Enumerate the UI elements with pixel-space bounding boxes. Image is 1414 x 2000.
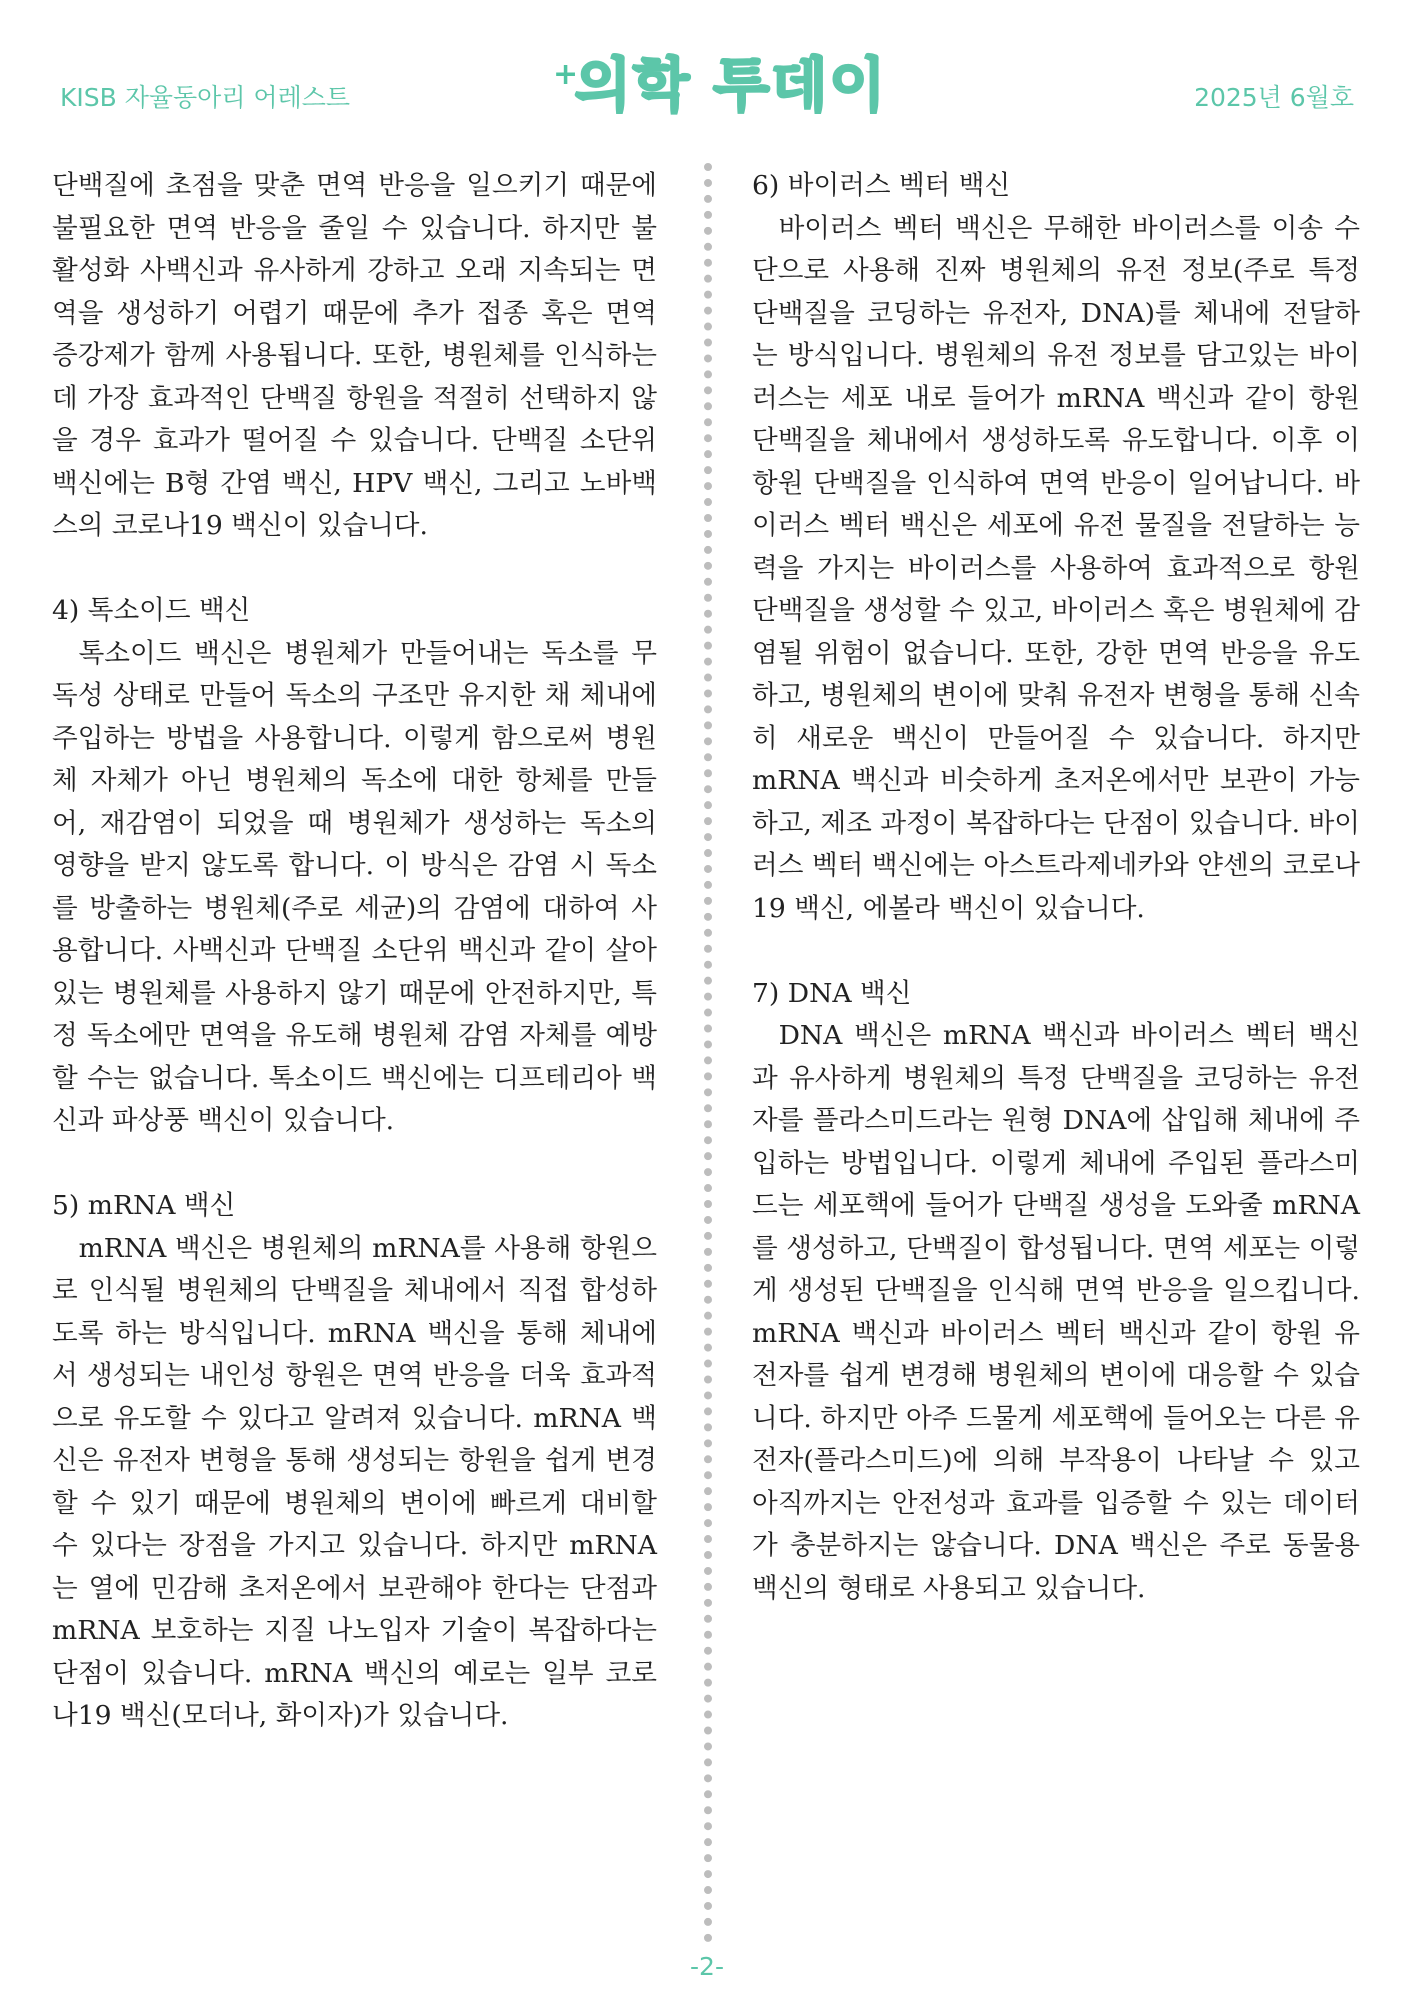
section-heading-dna: 7) DNA 백신 [752,977,912,1009]
paragraph-gap [52,1143,657,1186]
section-heading-toxoid: 4) 톡소이드 백신 [52,595,251,626]
magazine-title: 의학 투데이 [575,51,888,119]
left-column [52,165,657,1738]
section-heading-viral-vector: 6) 바이러스 벡터 백신 [752,170,1011,201]
club-name: KISB 자율동아리 어레스트 [60,83,351,112]
issue-date: 2025년 6월호 [1194,83,1354,112]
section-body-toxoid: 톡소이드 백신은 병원체가 만들어내는 독소를 무독성 상태로 만들어 독소의 구조만 유지한 채 체내에 주입하는 방법을 사용합니다. 이렇게 함으로써 병원체 자체가 아닌 병원체의 독소에 대한 항체를 만들어, 재감염이 되었을 때 병원체가 생성하는 독소의 영향을 받지 않도록 합니다. 이 방식은 감염 시 독소를 방출하는 병원체(주로 세균)의 감염에 대하여 사용합니다. 사백신과 단백질 소단위 백신과 같이 살아있는 병원체를 사용하지 않기 때문에 안전하지만, 특정 독소에만 면역을 유도해 병원체 감염 자체를 예방할 수는 없습니다. 톡소이드 백신에는 디프테리아 백신과 파상풍 백신이 있습니다. [52,637,657,1136]
section-body-dna: DNA 백신은 mRNA 백신과 바이러스 벡터 백신과 유사하게 병원체의 특정 단백질을 코딩하는 유전자를 플라스미드라는 원형 DNA에 삽입해 체내에 주입하는 방법입니다. 이렇게 체내에 주입된 플라스미드는 세포핵에 들어가 단백질 생성을 도와줄 mRNA를 생성하고, 단백질이 합성됩니다. 면역 세포는 이렇게 생성된 단백질을 인식해 면역 반응을 일으킵니다. mRNA 백신과 바이러스 벡터 백신과 같이 항원 유전자를 쉽게 변경해 병원체의 변이에 대응할 수 있습니다. 하지만 아주 드물게 세포핵에 들어오는 다른 유전자(플라스미드)에 의해 부작용이 나타날 수 있고 아직까지는 안전성과 효과를 입증할 수 있는 데이터가 충분하지는 않습니다. DNA 백신은 주로 동물용 백신의 형태로 사용되고 있습니다. [752,1020,1360,1604]
section-body-mrna: mRNA 백신은 병원체의 mRNA를 사용해 항원으로 인식될 병원체의 단백질을 체내에서 직접 합성하도록 하는 방식입니다. mRNA 백신을 통해 체내에서 생성되는 내인성 항원은 면역 반응을 더욱 효과적으로 유도할 수 있다고 알려져 있습니다. mRNA 백신은 유전자 변형을 통해 생성되는 항원을 쉽게 변경할 수 있기 때문에 병원체의 변이에 빠르게 대비할 수 있다는 장점을 가지고 있습니다. 하지만 mRNA는 열에 민감해 초저온에서 보관해야 한다는 단점과 mRNA 보호하는 지질 나노입자 기술이 복잡하다는 단점이 있습니다. mRNA 백신의 예로는 일부 코로나19 백신(모더나, 화이자)가 있습니다. [52,1232,657,1731]
continued-paragraph: 단백질에 초점을 맞춘 면역 반응을 일으키기 때문에 불필요한 면역 반응을 줄일 수 있습니다. 하지만 불활성화 사백신과 유사하게 강하고 오래 지속되는 면역을 생성하기 어렵기 때문에 추가 접종 혹은 면역 증강제가 함께 사용됩니다. 또한, 병원체를 인식하는 데 가장 효과적인 단백질 항원을 적절히 선택하지 않을 경우 효과가 떨어질 수 있습니다. 단백질 소단위 백신에는 B형 간염 백신, HPV 백신, 그리고 노바백스의 코로나19 백신이 있습니다. [52,170,657,541]
medical-cross-icon: + [553,57,579,92]
column-divider [704,163,712,1943]
page-number: -2- [690,1952,724,1981]
section-body-viral-vector: 바이러스 벡터 백신은 무해한 바이러스를 이송 수단으로 사용해 진짜 병원체의 유전 정보(주로 특정 단백질을 코딩하는 유전자, DNA)를 체내에 전달하는 방식입니다. 병원체의 유전 정보를 담고있는 바이러스는 세포 내로 들어가 mRNA 백신과 같이 항원 단백질을 체내에서 생성하도록 유도합니다. 이후 이 항원 단백질을 인식하여 면역 반응이 일어납니다. 바이러스 벡터 백신은 세포에 유전 물질을 전달하는 능력을 가지는 바이러스를 사용하여 효과적으로 항원 단백질을 생성할 수 있고, 바이러스 혹은 병원체에 감염될 위험이 없습니다. 또한, 강한 면역 반응을 유도하고, 병원체의 변이에 맞춰 유전자 변형을 통해 신속히 새로운 백신이 만들어질 수 있습니다. 하지만 mRNA 백신과 비슷하게 초저온에서만 보관이 가능하고, 제조 과정이 복잡하다는 단점이 있습니다. 바이러스 벡터 백신에는 아스트라제네카와 얀센의 코로나19 백신, 에볼라 백신이 있습니다. [752,212,1360,924]
paragraph-gap [52,548,657,591]
paragraph-gap [752,930,1360,973]
section-heading-mrna: 5) mRNA 백신 [52,1190,236,1221]
right-column [752,165,1360,1610]
magazine-logo [545,51,888,132]
